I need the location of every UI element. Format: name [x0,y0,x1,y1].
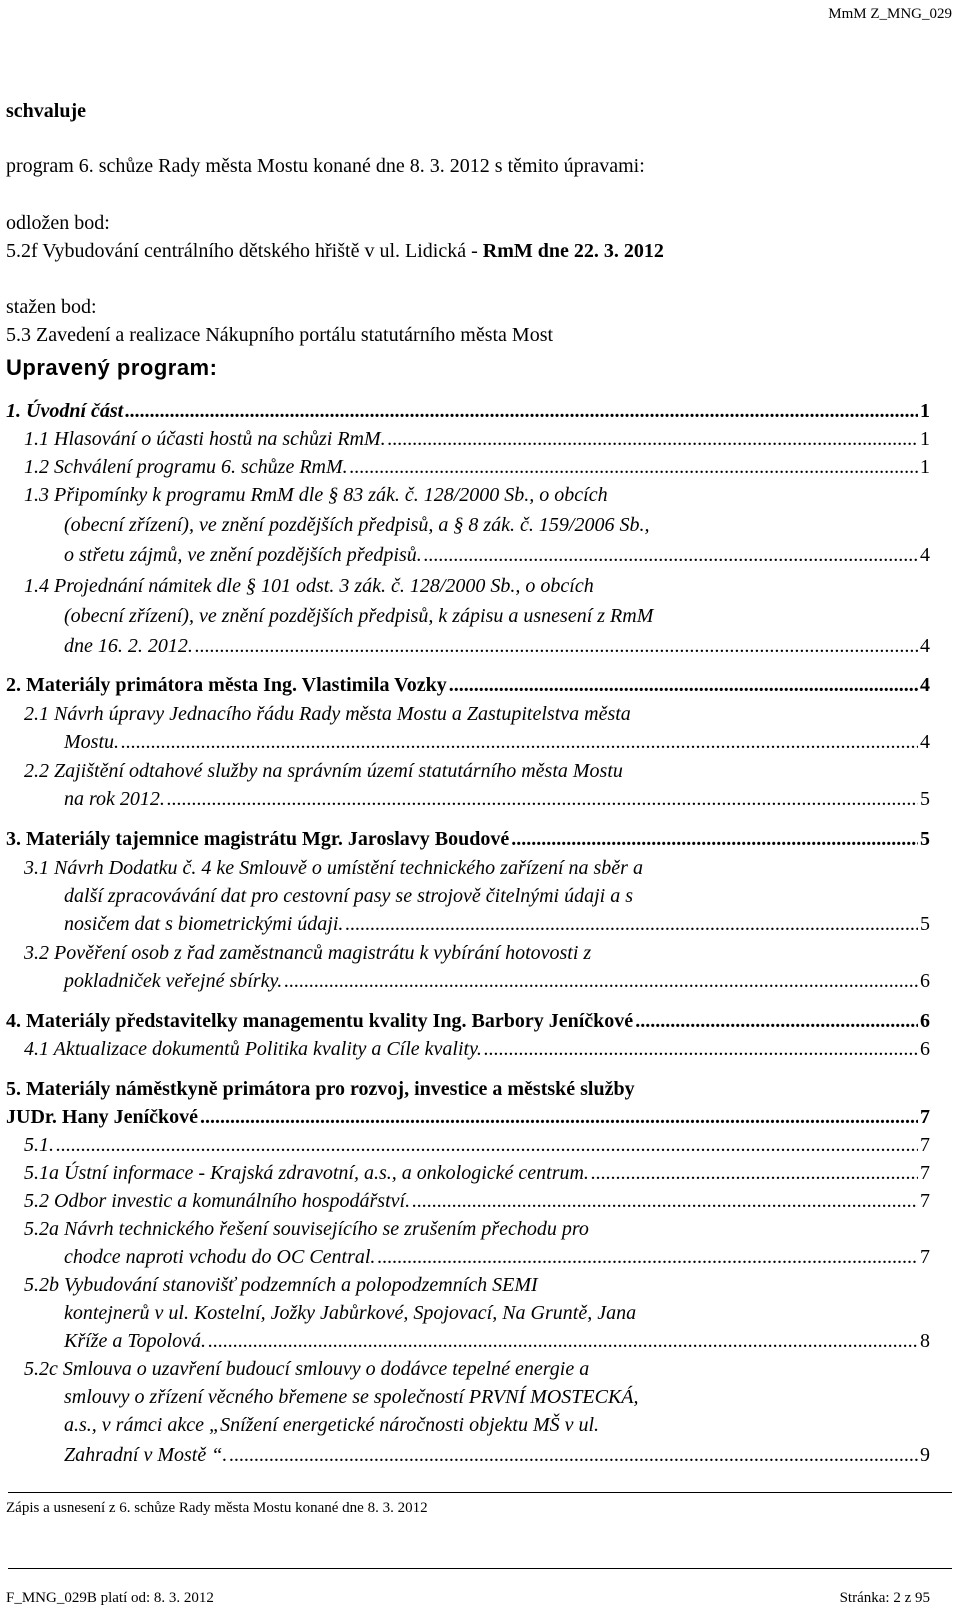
toc-item-text: na rok 2012. [64,788,165,810]
toc-item-text: JUDr. Hany Jeníčkové [6,1106,199,1128]
toc-item-3-1-line3[interactable] [64,913,930,936]
toc-item-5-2c-line2[interactable]: smlouvy o zřízení věcného břemene se společností PRVNÍ MOSTECKÁ, [64,1386,639,1408]
document-code: MmM Z_MNG_029 [828,6,952,22]
schvaluje-heading: schvaluje [6,100,86,122]
toc-item-5-2c-line1[interactable]: 5.2c Smlouva o uzavření budoucí smlouvy o dodávce tepelné energie a [24,1358,590,1380]
toc-item-1-1[interactable] [24,428,930,451]
toc-item-text: chodce naproti vchodu do OC Central. [64,1246,376,1268]
toc-page-number: 7 [920,1162,930,1184]
toc-item-5-line2[interactable] [6,1106,930,1129]
toc-item-5-1a[interactable] [24,1162,930,1185]
toc-item-3-2-line2[interactable] [64,970,930,993]
toc-page-number: 4 [920,731,930,753]
toc-item-5-1[interactable] [24,1134,930,1157]
toc-item-1-4-line2[interactable]: (obecní zřízení), ve znění pozdějších předpisů, k zápisu a usnesení z RmM [64,605,654,627]
toc-item-text: Kříže a Topolová. [64,1330,207,1352]
toc-page-number: 6 [920,970,930,992]
toc-item-text: 4.1 Aktualizace dokumentů Politika kvality a Cíle kvality. [24,1038,482,1060]
toc-item-text: 1.2 Schválení programu 6. schůze RmM. [24,456,348,478]
toc-item-text: pokladniček veřejné sbírky. [64,970,283,992]
odlozen-item [6,240,664,263]
toc-page-number: 6 [920,1038,930,1060]
toc-item-text: dne 16. 2. 2012. [64,635,193,657]
toc-item-2-2-line1[interactable]: 2.2 Zajištění odtahové služby na správním území statutárního města Mostu [24,760,623,782]
toc-page-number: 1 [920,456,930,478]
toc-item-1-4-line1[interactable]: 1.4 Projednání námitek dle § 101 odst. 3 zák. č. 128/2000 Sb., o obcích [24,575,594,597]
footer-form-code: F_MNG_029B platí od: 8. 3. 2012 [6,1590,214,1606]
footer-zapis: Zápis a usnesení z 6. schůze Rady města Mostu konané dne 8. 3. 2012 [6,1500,428,1516]
toc-item-5-2b-line1[interactable]: 5.2b Vybudování stanovišť podzemních a polopodzemních SEMI [24,1274,538,1296]
program-line: program 6. schůze Rady města Mostu konané dne 8. 3. 2012 s těmito úpravami: [6,155,645,177]
toc-item-2-1-line1[interactable]: 2.1 Návrh úpravy Jednacího řádu Rady města Mostu a Zastupitelstva města [24,703,631,725]
odlozen-label: odložen bod: [6,212,110,234]
toc-page-number: 1 [920,428,930,450]
toc-item-2[interactable] [6,674,930,697]
footer-divider-bottom [8,1568,952,1569]
stazen-item: 5.3 Zavedení a realizace Nákupního portálu statutárního města Most [6,324,554,346]
toc-page-number: 4 [920,635,930,657]
toc-page-number: 7 [920,1106,930,1128]
toc-item-1-2[interactable] [24,456,930,479]
toc-item-3-1-line2[interactable]: další zpracovávání dat pro cestovní pasy se strojově čitelnými údaji a s [64,885,633,907]
toc-item-text: 5.2 Odbor investic a komunálního hospodářství. [24,1190,411,1212]
toc-page-number: 9 [920,1444,930,1466]
toc-item-4-1[interactable] [24,1038,930,1061]
toc-page-number: 4 [920,674,930,696]
toc-item-2-2-line2[interactable] [64,788,930,811]
toc-item-5-2a-line2[interactable] [64,1246,930,1269]
toc-item-text: Zahradní v Mostě “. [64,1444,228,1466]
toc-item-5-2c-line3[interactable]: a.s., v rámci akce „Snížení energetické náročnosti objektu MŠ v ul. [64,1414,600,1436]
toc-page-number: 8 [920,1330,930,1352]
upraveny-program-heading: Upravený program: [6,355,218,380]
toc-page-number: 5 [920,788,930,810]
toc-item-text: 4. Materiály představitelky managementu kvality Ing. Barbory Jeníčkové [6,1010,634,1032]
toc-item-text: 2. Materiály primátora města Ing. Vlastimila Vozky [6,674,447,696]
toc-item-5-line1[interactable]: 5. Materiály náměstkyně primátora pro rozvoj, investice a městské služby [6,1078,635,1100]
toc-item-text: nosičem dat s biometrickými údaji. [64,913,344,935]
toc-item-1-4-line3[interactable] [64,635,930,658]
toc-item-5-2b-line3[interactable] [64,1330,930,1353]
toc-page-number: 5 [920,828,930,850]
toc-item-1[interactable] [6,400,930,423]
stazen-label: stažen bod: [6,296,97,318]
toc-item-2-1-line2[interactable] [64,731,930,754]
toc-item-1-3-line1[interactable]: 1.3 Připomínky k programu RmM dle § 83 zák. č. 128/2000 Sb., o obcích [24,484,608,506]
toc-item-text: 5.1a Ústní informace - Krajská zdravotní, a.s., a onkologické centrum. [24,1162,589,1184]
toc-item-text: Mostu. [64,731,119,753]
toc-item-text: o střetu zájmů, ve znění pozdějších předpisů. [64,544,422,566]
toc-page-number: 7 [920,1134,930,1156]
toc-item-5-2a-line1[interactable]: 5.2a Návrh technického řešení souvisejícího se zrušením přechodu pro [24,1218,589,1240]
toc-item-4[interactable] [6,1010,930,1033]
toc-page-number: 1 [920,400,930,422]
odlozen-item-date: RmM dne 22. 3. 2012 [482,240,664,262]
toc-item-1-3-line2[interactable]: (obecní zřízení), ve znění pozdějších předpisů, a § 8 zák. č. 159/2006 Sb., [64,514,650,536]
toc-item-3-1-line1[interactable]: 3.1 Návrh Dodatku č. 4 ke Smlouvě o umístění technického zařízení na sběr a [24,857,643,879]
odlozen-item-text: 5.2f Vybudování centrálního dětského hřiště v ul. Lidická - [6,240,478,262]
toc-item-text: 3. Materiály tajemnice magistrátu Mgr. Jaroslavy Boudové [6,828,510,850]
toc-item-text: 5.1. [24,1134,54,1156]
toc-item-5-2b-line2[interactable]: kontejnerů v ul. Kostelní, Jožky Jabůrkové, Spojovací, Na Gruntě, Jana [64,1302,637,1324]
toc-page-number: 7 [920,1246,930,1268]
toc-page-number: 5 [920,913,930,935]
toc-page-number: 4 [920,544,930,566]
toc-item-text: 1. Úvodní část [6,400,124,422]
toc-item-3[interactable] [6,828,930,851]
toc-item-1-3-line3[interactable] [64,544,930,567]
toc-page-number: 7 [920,1190,930,1212]
toc-item-5-2c-line4[interactable] [64,1444,930,1467]
footer-divider-top [8,1492,952,1493]
footer-page-info: Stránka: 2 z 95 [839,1590,930,1606]
toc-item-text: 1.1 Hlasování o účasti hostů na schůzi RmM. [24,428,386,450]
toc-page-number: 6 [920,1010,930,1032]
toc-item-3-2-line1[interactable]: 3.2 Pověření osob z řad zaměstnanců magistrátu k vybírání hotovosti z [24,942,592,964]
toc-item-5-2[interactable] [24,1190,930,1213]
